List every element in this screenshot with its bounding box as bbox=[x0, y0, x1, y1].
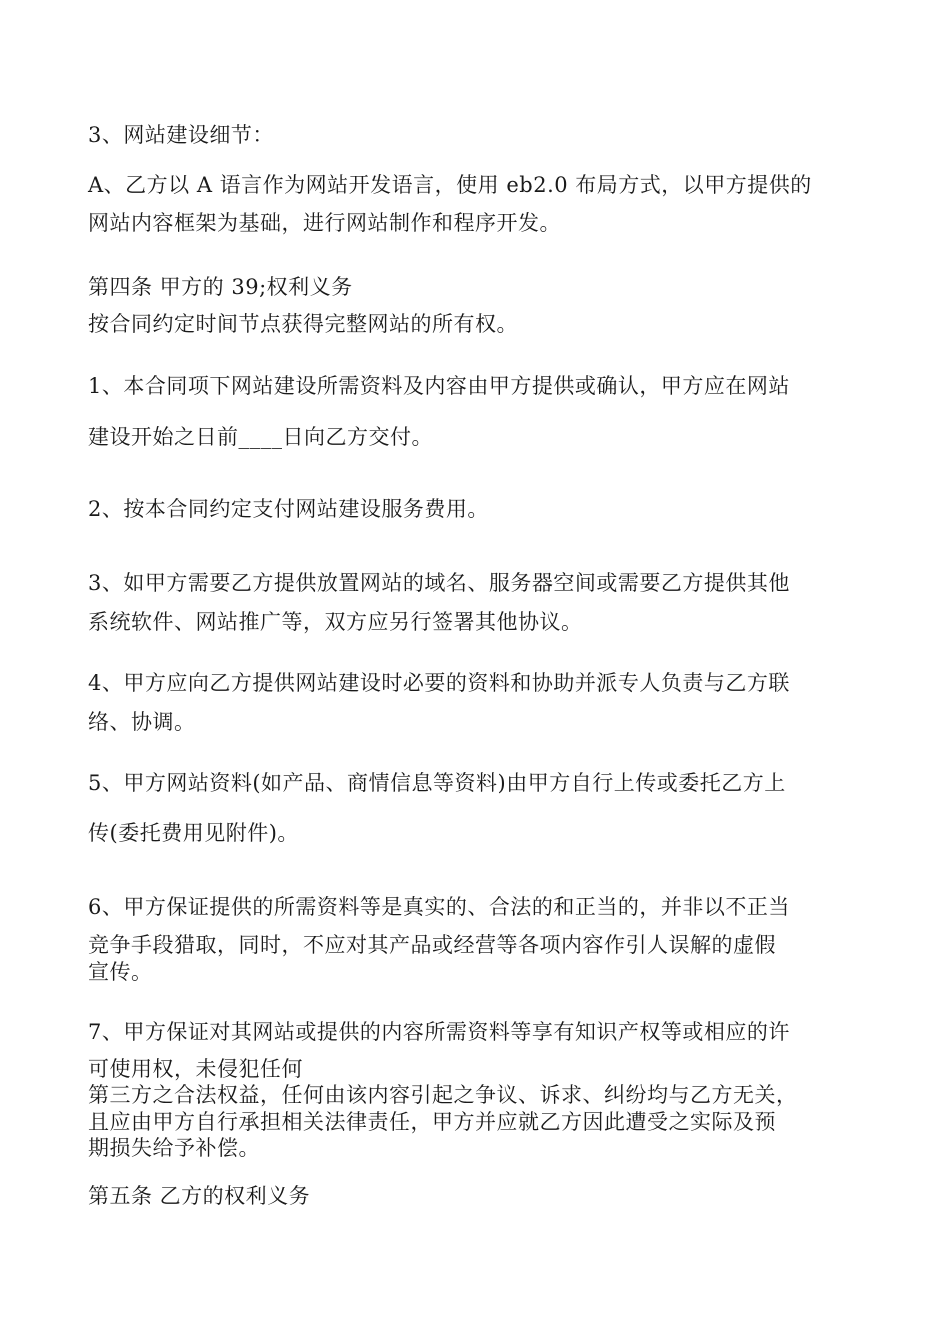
text-line: 7、甲方保证对其网站或提供的内容所需资料等享有知识产权等或相应的许 bbox=[88, 1020, 790, 1044]
text-line: A、乙方以 A 语言作为网站开发语言，使用 eb2.0 布局方式，以甲方提供的 bbox=[88, 173, 812, 197]
text-line: 1、本合同项下网站建设所需资料及内容由甲方提供或确认，甲方应在网站 bbox=[88, 374, 790, 398]
text-line: 建设开始之日前____日向乙方交付。 bbox=[88, 425, 433, 449]
text-line: 系统软件、网站推广等，双方应另行签署其他协议。 bbox=[88, 610, 583, 634]
text-line: 第三方之合法权益，任何由该内容引起之争议、诉求、纠纷均与乙方无关， bbox=[88, 1083, 798, 1107]
text-line: 期损失给予补偿。 bbox=[88, 1136, 260, 1160]
text-line: 可使用权，未侵犯任何 bbox=[88, 1057, 303, 1081]
text-line: 竞争手段猎取，同时，不应对其产品或经营等各项内容作引人误解的虚假 bbox=[88, 933, 776, 957]
text-line: 络、协调。 bbox=[88, 710, 196, 734]
text-line: 网站内容框架为基础，进行网站制作和程序开发。 bbox=[88, 211, 561, 235]
text-line: 且应由甲方自行承担相关法律责任，甲方并应就乙方因此遭受之实际及预 bbox=[88, 1110, 776, 1134]
text-line: 3、如甲方需要乙方提供放置网站的域名、服务器空间或需要乙方提供其他 bbox=[88, 571, 790, 595]
text-line: 6、甲方保证提供的所需资料等是真实的、合法的和正当的，并非以不正当 bbox=[88, 895, 790, 919]
text-line: 宣传。 bbox=[88, 960, 153, 984]
section-heading: 第五条 乙方的权利义务 bbox=[88, 1184, 311, 1208]
section-heading: 第四条 甲方的 39;权利义务 bbox=[88, 275, 353, 299]
text-line: 4、甲方应向乙方提供网站建设时必要的资料和协助并派专人负责与乙方联 bbox=[88, 671, 790, 695]
text-line: 5、甲方网站资料(如产品、商情信息等资料)由甲方自行上传或委托乙方上 bbox=[88, 771, 786, 795]
text-line: 按合同约定时间节点获得完整网站的所有权。 bbox=[88, 312, 518, 336]
text-line: 3、网站建设细节： bbox=[88, 123, 274, 147]
text-line: 2、按本合同约定支付网站建设服务费用。 bbox=[88, 497, 489, 521]
text-line: 传(委托费用见附件)。 bbox=[88, 821, 299, 845]
